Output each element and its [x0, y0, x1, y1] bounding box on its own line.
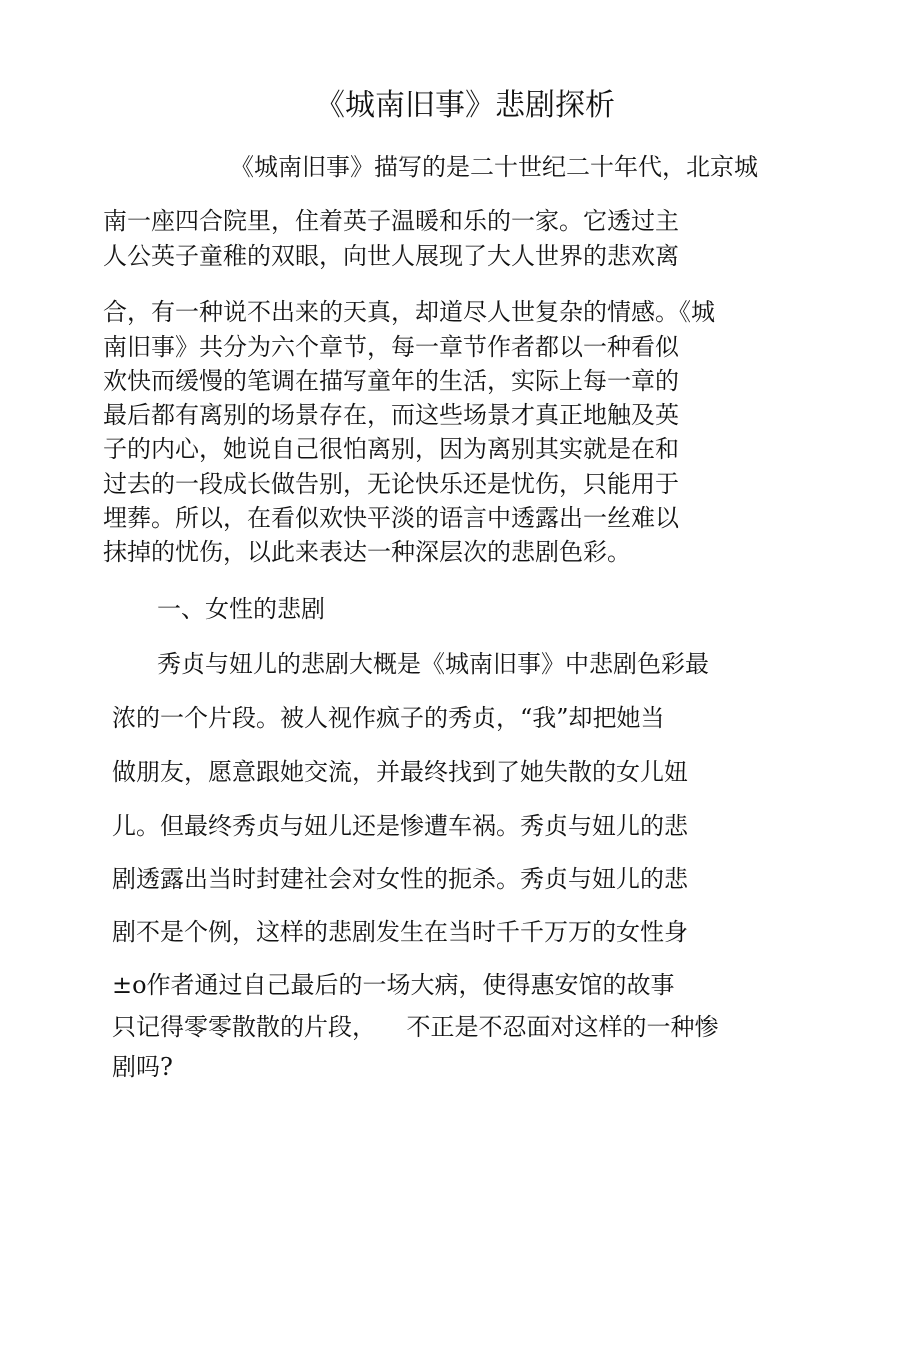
document-title: 《城南旧事》悲剧探析: [315, 88, 615, 123]
paragraph-line: 儿。但最终秀贞与妞儿还是惨遭车祸。秀贞与妞儿的悲: [112, 812, 688, 840]
paragraph-line: 抹掉的忧伤，以此来表达一种深层次的悲剧色彩。: [103, 538, 631, 566]
paragraph-line: 南旧事》共分为六个章节，每一章节作者都以一种看似: [103, 333, 679, 361]
paragraph-line: 欢快而缓慢的笔调在描写童年的生活，实际上每一章的: [103, 367, 679, 395]
paragraph-line: 子的内心，她说自己很怕离别，因为离别其实就是在和: [103, 435, 679, 463]
paragraph-line: ±o作者通过自己最后的一场大病，使得惠安馆的故事: [112, 971, 675, 999]
paragraph-line: 做朋友，愿意跟她交流，并最终找到了她失散的女儿妞: [112, 758, 688, 786]
paragraph-line: 剧吗?: [112, 1053, 173, 1081]
paragraph-line: 过去的一段成长做告别，无论快乐还是忧伤，只能用于: [103, 470, 679, 498]
paragraph-line: 浓的一个片段。被人视作疯子的秀贞，“我”却把她当: [112, 704, 665, 732]
paragraph-line: 《城南旧事》描写的是二十世纪二十年代，北京城: [230, 153, 758, 181]
paragraph-line: 埋葬。所以，在看似欢快平淡的语言中透露出一丝难以: [103, 504, 679, 532]
paragraph-line: 最后都有离别的场景存在，而这些场景才真正地触及英: [103, 401, 679, 429]
section-heading: 一、女性的悲剧: [157, 595, 325, 623]
paragraph-line: 秀贞与妞儿的悲剧大概是《城南旧事》中悲剧色彩最: [157, 650, 709, 678]
paragraph-line: 南一座四合院里，住着英子温暖和乐的一家。它透过主: [103, 207, 679, 235]
paragraph-line: 剧不是个例，这样的悲剧发生在当时千千万万的女性身: [112, 918, 688, 946]
paragraph-line: 只记得零零散散的片段， 不正是不忍面对这样的一种惨: [112, 1013, 719, 1041]
paragraph-line: 剧透露出当时封建社会对女性的扼杀。秀贞与妞儿的悲: [112, 865, 688, 893]
paragraph-line: 人公英子童稚的双眼，向世人展现了大人世界的悲欢离: [103, 242, 679, 270]
paragraph-line: 合，有一种说不出来的天真，却道尽人世复杂的情感。《城: [103, 298, 715, 326]
